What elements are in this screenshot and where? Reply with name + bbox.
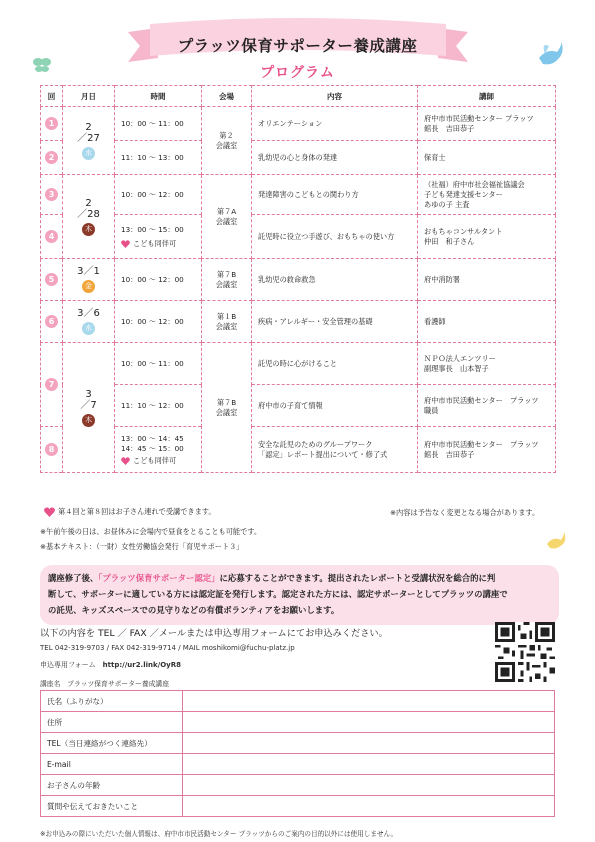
schedule-table (40, 85, 556, 473)
col-header: 講師 (418, 86, 556, 107)
child-age-field[interactable] (183, 775, 555, 796)
heart-icon (121, 240, 130, 248)
bird-yellow-icon (545, 530, 567, 552)
lecturer-cell: 府中消防署 (418, 259, 556, 301)
application-form (40, 690, 555, 817)
col-header: 会場 (202, 86, 252, 107)
lecturer-cell: おもちゃコンサルタント 仲田 和子さん (418, 215, 556, 259)
butterfly-icon (32, 56, 52, 74)
venue-cell: 第１B 会議室 (202, 301, 252, 343)
heart-icon (44, 507, 55, 517)
col-header: 内容 (252, 86, 418, 107)
time-cell: 10：00 ～ 12：00 (115, 259, 202, 301)
date-cell: 3 ／7 木 (63, 343, 115, 473)
change-note: ※内容は予告なく変更となる場合があります。 (390, 508, 540, 517)
table-row (41, 175, 556, 215)
tel-field[interactable] (183, 733, 555, 754)
time-cell: 10：00 ～ 12：00 (115, 175, 202, 215)
lecturer-cell: 府中市市民活動センター プラッツ 職員 (418, 385, 556, 427)
form-row (41, 712, 555, 733)
content-cell: 府中市の子育て情報 (252, 385, 418, 427)
form-link-line: 申込専用フォーム http://ur2.link/OyR8 (40, 661, 181, 669)
col-header: 時間 (115, 86, 202, 107)
form-label-tel: TEL（当日連絡がつく連絡先） (41, 733, 183, 754)
form-label-questions: 質問や伝えておきたいこと (41, 796, 183, 817)
questions-field[interactable] (183, 796, 555, 817)
date-cell: 3／1 金 (63, 259, 115, 301)
form-label-name: 氏名（ふりがな） (41, 691, 183, 712)
email-field[interactable] (183, 754, 555, 775)
contact-info: TEL 042-319-9703 / FAX 042-319-9714 / MAIL moshikomi@fuchu-platz.jp (40, 644, 295, 652)
lecturer-cell: 保育士 (418, 141, 556, 175)
venue-cell: 第７A 会議室 (202, 175, 252, 259)
form-row (41, 775, 555, 796)
venue-cell: 第７B 会議室 (202, 259, 252, 301)
date-cell: 2 ／28 木 (63, 175, 115, 259)
form-row (41, 691, 555, 712)
certification-callout: 講座修了後、「プラッツ保育サポーター認定」に応募することができます。提出されたレポートと受講状況を総合的に判 断して、サポーターに適している方には認定証を発行します。認定された方には、認定サポーターとしてプラッツの講座で の託児、キッズスペースでの見守りなどの有償ボランティアをお願いします。 (40, 565, 559, 625)
day-of-week-badge: 木 (82, 414, 95, 427)
privacy-footer: ※お申込みの際にいただいた個人情報は、府中市市民活動センター プラッツからのご案内の目的以外には使用しません。 (40, 830, 398, 838)
session-number: 2 (45, 151, 58, 164)
textbook-note: ※基本テキスト：（一財）女性労働協会発行「育児サポート３」 (40, 542, 244, 551)
content-cell: 乳幼児の心と身体の発達 (252, 141, 418, 175)
lecturer-cell: 府中市市民活動センター プラッツ 館長 吉田恭子 (418, 107, 556, 141)
day-of-week-badge: 木 (82, 223, 95, 236)
col-header: 回 (41, 86, 63, 107)
qr-code[interactable] (495, 622, 555, 682)
time-cell: 11：10 ～ 12：00 (115, 385, 202, 427)
time-cell: 10：00 ～ 11：00 (115, 107, 202, 141)
col-header: 月日 (63, 86, 115, 107)
time-cell: 13：00 ～ 14：45 14：45 ～ 15：00 こども同伴可 (115, 427, 202, 473)
session-number: 5 (45, 273, 58, 286)
table-row (41, 259, 556, 301)
date-cell: 3／6 水 (63, 301, 115, 343)
table-header-row (41, 86, 556, 107)
lunch-note: ※午前午後の日は、お昼休みに会場内で昼食をとることも可能です。 (40, 527, 262, 536)
session-number: 1 (45, 117, 58, 130)
table-row (41, 107, 556, 141)
venue-cell: 第２ 会議室 (202, 107, 252, 175)
child-accompany-note: 第４回と第８回はお子さん連れで受講できます。 (44, 507, 216, 517)
content-cell: 安全な託児のためのグループワーク 「認定」レポート提出について・修了式 (252, 427, 418, 473)
table-row (41, 427, 556, 473)
time-cell: 11：10 ～ 13：00 (115, 141, 202, 175)
content-cell: 乳幼児の救命救急 (252, 259, 418, 301)
content-cell: 託児時に役立つ手遊び、おもちゃの使い方 (252, 215, 418, 259)
lecturer-cell: 看護師 (418, 301, 556, 343)
form-label-address: 住所 (41, 712, 183, 733)
table-row (41, 301, 556, 343)
session-number: 4 (45, 230, 58, 243)
form-url-link[interactable]: http://ur2.link/OyR8 (102, 661, 181, 669)
table-row (41, 343, 556, 385)
session-number: 7 (45, 378, 58, 391)
form-label-email: E-mail (41, 754, 183, 775)
time-cell: 10：00 ～ 11：00 (115, 343, 202, 385)
course-name: 講座名 プラッツ保育サポーター養成講座 (40, 680, 170, 688)
lecturer-cell: 府中市市民活動センター プラッツ 館長 吉田恭子 (418, 427, 556, 473)
address-field[interactable] (183, 712, 555, 733)
form-label-child-age: お子さんの年齢 (41, 775, 183, 796)
name-field[interactable] (183, 691, 555, 712)
lecturer-cell: （社福）府中市社会福祉協議会 子ども発達支援センター あゆの子 主査 (418, 175, 556, 215)
time-cell: 13：00 ～ 15：00 こども同伴可 (115, 215, 202, 259)
form-row (41, 733, 555, 754)
table-row (41, 215, 556, 259)
bird-icon (535, 38, 565, 70)
content-cell: 託児の時に心がけること (252, 343, 418, 385)
lecturer-cell: ＮＰＯ法人エンツリー 副理事長 山本智子 (418, 343, 556, 385)
page-subtitle: プログラム (260, 65, 335, 81)
session-number: 6 (45, 315, 58, 328)
table-row (41, 385, 556, 427)
session-number: 8 (45, 443, 58, 456)
content-cell: オリエンテーション (252, 107, 418, 141)
form-row (41, 796, 555, 817)
time-cell: 10：00 ～ 12：00 (115, 301, 202, 343)
page-title: プラッツ保育サポーター養成講座 (177, 37, 418, 55)
content-cell: 発達障害のこどもとの関わり方 (252, 175, 418, 215)
day-of-week-badge: 水 (82, 147, 95, 160)
day-of-week-badge: 水 (82, 322, 95, 335)
date-cell: 2 ／27 水 (63, 107, 115, 175)
heart-icon (121, 457, 130, 465)
content-cell: 疾病・アレルギー・安全管理の基礎 (252, 301, 418, 343)
apply-heading: 以下の内容を TEL ／ FAX ／メールまたは申込専用フォームにてお申込みください。 (40, 628, 388, 639)
session-number: 3 (45, 188, 58, 201)
table-row (41, 141, 556, 175)
day-of-week-badge: 金 (82, 280, 95, 293)
venue-cell: 第７B 会議室 (202, 343, 252, 473)
form-row (41, 754, 555, 775)
